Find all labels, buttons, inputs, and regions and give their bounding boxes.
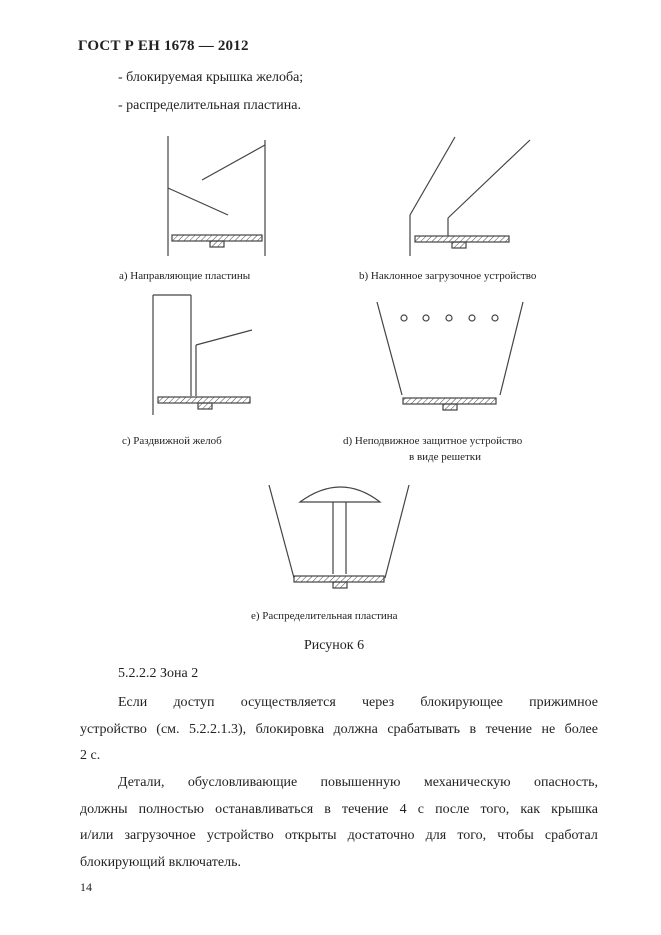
caption-e: e) Распределительная пластина — [251, 610, 398, 622]
paragraph-1-line-1: Если доступ осуществляется через блокирующее прижимное — [118, 695, 598, 710]
drawing-d-fixed-guard-grid — [377, 302, 523, 410]
drawing-c-sliding-chute — [153, 295, 252, 415]
paragraph-1 — [80, 690, 598, 770]
paragraph-2-line-2: должны полностью останавливаться в течение 4 с после того, как крышка — [80, 801, 598, 817]
paragraph-2 — [80, 770, 598, 876]
drawing-b-inclined-feeder — [410, 137, 530, 256]
section-heading: 5.2.2.2 Зона 2 — [118, 666, 199, 681]
list-item-lid: - блокируемая крышка желоба; — [118, 70, 304, 85]
caption-b: b) Наклонное загрузочное устройство — [359, 270, 537, 282]
list-item-plate: - распределительная пластина. — [118, 98, 301, 113]
document-header: ГОСТ Р ЕН 1678 — 2012 — [78, 38, 249, 54]
paragraph-2-line-4: блокирующий включатель. — [80, 854, 242, 870]
caption-d-line2: в виде решетки — [409, 451, 482, 463]
caption-c: c) Раздвижной желоб — [122, 435, 222, 447]
drawing-e-distribution-plate — [269, 485, 409, 588]
page-number: 14 — [80, 880, 92, 894]
caption-a: a) Направляющие пластины — [119, 270, 251, 282]
paragraph-1-line-3: 2 с. — [80, 748, 101, 763]
paragraph-2-line-3: и/или загрузочное устройство открыты достаточно для того, чтобы сработал — [80, 828, 598, 843]
paragraph-2-line-1: Детали, обусловливающие повышенную механическую опасность, — [118, 775, 598, 790]
paragraph-1-line-2: устройство (см. 5.2.2.1.3), блокировка должна срабатывать в течение не более — [80, 721, 598, 737]
figure-title: Рисунок 6 — [304, 638, 365, 653]
drawing-a-guide-plates — [168, 136, 265, 256]
caption-d-line1: d) Неподвижное защитное устройство — [343, 435, 523, 447]
